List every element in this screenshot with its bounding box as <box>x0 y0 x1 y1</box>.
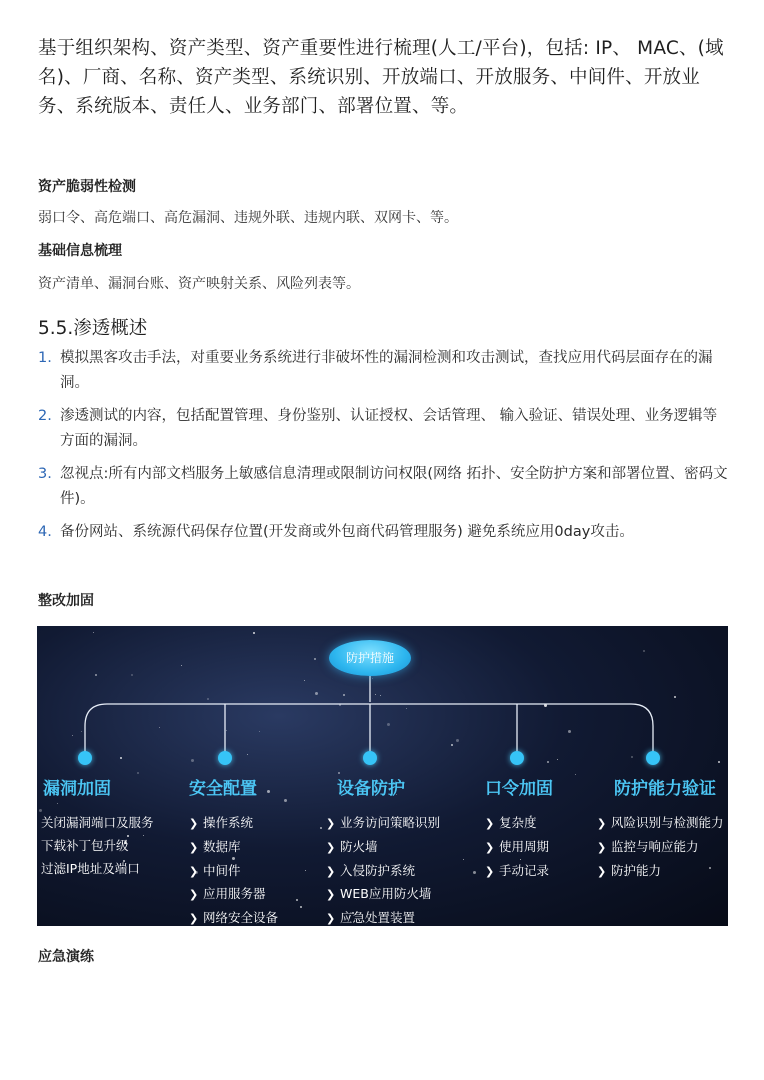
category-items-password-hardening <box>485 812 549 883</box>
list-item <box>189 812 278 836</box>
section-title-rectify: 整改加固 <box>38 593 94 609</box>
section-title-drill: 应急演练 <box>38 949 94 965</box>
list-item: 下载补丁包升级 <box>41 837 129 853</box>
category-device-protection: 设备防护 <box>337 779 405 799</box>
section-title-basic-info: 基础信息梳理 <box>38 243 122 259</box>
list-item <box>38 404 728 454</box>
list-item <box>189 883 278 907</box>
list-text: 备份网站、系统源代码保存位置(开发商或外包商代码管理服务) 避免系统应用0day攻击。 <box>60 524 634 540</box>
category-node <box>218 751 232 765</box>
chevron-right-icon: ❯ <box>597 840 607 854</box>
list-item <box>326 812 440 836</box>
item-label: 手动记录 <box>499 862 550 878</box>
chevron-right-icon: ❯ <box>189 864 199 878</box>
category-node <box>78 751 92 765</box>
item-label: 风险识别与检测能力 <box>611 815 724 830</box>
category-items-capability-verification <box>597 812 724 883</box>
chevron-right-icon: ❯ <box>597 817 607 830</box>
list-number: 1. <box>38 350 52 366</box>
category-items-vuln-hardening <box>41 812 154 880</box>
item-label: 入侵防护系统 <box>340 862 416 878</box>
chevron-right-icon: ❯ <box>597 864 607 878</box>
list-item <box>189 860 278 884</box>
item-label: 应急处置装置 <box>340 910 416 926</box>
intro-paragraph: 基于组织架构、资产类型、资产重要性进行梳理(人工/平台)，包括: IP、 MAC、(域 名)、厂商、名称、资产类型、系统识别、开放端口、开放服务、中间件、开放业务、系统版本、责任人、业务部门、部署位置、等。 <box>38 38 724 117</box>
list-number: 3. <box>38 466 52 482</box>
category-vuln-hardening: 漏洞加固 <box>43 779 111 799</box>
list-item <box>38 462 728 512</box>
list-item <box>597 836 724 860</box>
section-text-basic-info: 资产清单、漏洞台账、资产映射关系、风险列表等。 <box>38 276 360 292</box>
list-item <box>38 520 728 545</box>
category-node <box>363 751 377 765</box>
item-label: 应用服务器 <box>203 886 266 902</box>
list-text: 模拟黑客攻击手法，对重要业务系统进行非破坏性的漏洞检测和攻击测试，查找应用代码层面存在的漏洞。 <box>60 350 713 391</box>
list-item: 关闭漏洞端口及服务 <box>41 815 154 830</box>
list-item <box>326 836 440 860</box>
list-item <box>189 836 278 860</box>
list-item <box>485 812 549 836</box>
item-label: WEB应用防火墙 <box>340 886 432 902</box>
chevron-right-icon: ❯ <box>485 817 495 830</box>
chevron-right-icon: ❯ <box>326 888 336 902</box>
item-label: 防火墙 <box>340 838 378 854</box>
category-capability-verification: 防护能力验证 <box>614 779 716 799</box>
list-item <box>597 860 724 884</box>
chevron-right-icon: ❯ <box>326 817 336 830</box>
list-item <box>485 860 549 884</box>
section-text-vulnerability: 弱口令、高危端口、高危漏洞、违规外联、违规内联、双网卡、等。 <box>38 210 458 226</box>
list-item <box>326 883 440 907</box>
list-item <box>485 836 549 860</box>
chevron-right-icon: ❯ <box>485 864 495 878</box>
item-label: 监控与响应能力 <box>611 838 699 854</box>
category-node <box>510 751 524 765</box>
chevron-right-icon: ❯ <box>326 912 336 926</box>
chevron-right-icon: ❯ <box>189 888 199 902</box>
chevron-right-icon: ❯ <box>326 864 336 878</box>
item-label: 网络安全设备 <box>203 910 279 926</box>
list-item <box>38 346 728 396</box>
chevron-right-icon: ❯ <box>189 840 199 854</box>
list-number: 2. <box>38 408 52 424</box>
category-node <box>646 751 660 765</box>
chevron-right-icon: ❯ <box>189 817 199 830</box>
protection-measures-diagram <box>37 626 728 926</box>
category-items-security-config <box>189 812 278 926</box>
pentest-heading: 5.5.渗透概述 <box>38 318 148 339</box>
list-item <box>597 812 724 836</box>
item-label: 中间件 <box>203 862 241 878</box>
category-security-config: 安全配置 <box>189 779 257 799</box>
list-item <box>326 860 440 884</box>
hub-node: 防护措施 <box>329 640 411 676</box>
item-label: 使用周期 <box>499 838 550 854</box>
chevron-right-icon: ❯ <box>189 912 199 926</box>
list-item: 过滤IP地址及端口 <box>41 860 140 876</box>
item-label: 复杂度 <box>499 815 537 830</box>
chevron-right-icon: ❯ <box>485 840 495 854</box>
list-item <box>189 907 278 926</box>
chevron-right-icon: ❯ <box>326 840 336 854</box>
category-items-device-protection <box>326 812 440 926</box>
section-title-vulnerability: 资产脆弱性检测 <box>38 179 136 195</box>
item-label: 操作系统 <box>203 815 254 830</box>
item-label: 防护能力 <box>611 862 662 878</box>
list-text: 忽视点:所有内部文档服务上敏感信息清理或限制访问权限(网络 拓扑、安全防护方案和部署位置、密码文件)。 <box>60 466 728 507</box>
list-text: 渗透测试的内容，包括配置管理、身份鉴别、认证授权、会话管理、 输入验证、错误处理、业务逻辑等方面的漏洞。 <box>60 408 718 449</box>
item-label: 数据库 <box>203 838 241 854</box>
item-label: 业务访问策略识别 <box>340 815 441 830</box>
category-password-hardening: 口令加固 <box>485 779 553 799</box>
list-item <box>326 907 440 926</box>
list-number: 4. <box>38 524 52 540</box>
pentest-list <box>38 346 728 553</box>
